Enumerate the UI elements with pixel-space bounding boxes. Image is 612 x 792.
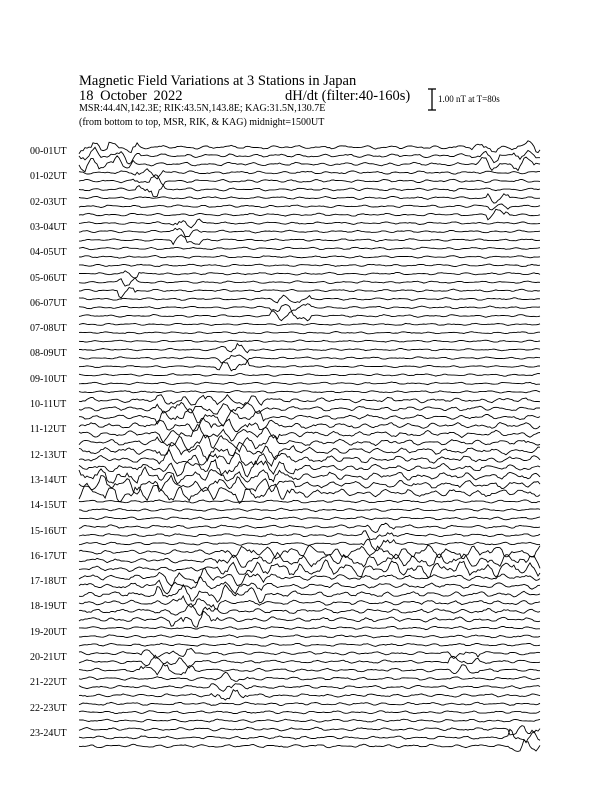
hour-label: 19-20UT bbox=[30, 626, 67, 638]
trace-rik bbox=[79, 304, 540, 312]
trace-rik bbox=[79, 332, 540, 334]
trace-msr bbox=[79, 560, 540, 578]
chart-date: 18 October 2022 bbox=[79, 88, 183, 104]
trace-rik bbox=[79, 604, 540, 616]
hour-label: 01-02UT bbox=[30, 171, 67, 183]
trace-rik bbox=[79, 382, 540, 385]
hour-label: 08-09UT bbox=[30, 348, 67, 360]
trace-rik bbox=[79, 655, 540, 668]
trace-kag bbox=[79, 395, 540, 406]
hour-label: 09-10UT bbox=[30, 373, 67, 385]
trace-msr bbox=[79, 391, 540, 393]
trace-kag bbox=[79, 672, 540, 681]
trace-kag bbox=[79, 523, 540, 532]
hour-label: 15-16UT bbox=[30, 525, 67, 537]
trace-kag bbox=[79, 726, 540, 735]
hour-label: 14-15UT bbox=[30, 500, 67, 512]
trace-msr bbox=[79, 435, 540, 452]
trace-msr bbox=[79, 340, 540, 342]
hour-label: 20-21UT bbox=[30, 652, 67, 663]
hour-label: 21-22UT bbox=[30, 677, 67, 689]
hour-label: 06-07UT bbox=[30, 297, 67, 309]
hour-label: 02-03UT bbox=[30, 196, 67, 208]
trace-msr bbox=[79, 643, 540, 646]
trace-kag bbox=[79, 374, 540, 377]
trace-rik bbox=[79, 531, 540, 540]
trace-rik bbox=[79, 403, 540, 415]
trace-msr bbox=[79, 740, 540, 752]
trace-rik bbox=[79, 553, 540, 569]
trace-msr bbox=[79, 483, 540, 503]
chart-title: Magnetic Field Variations at 3 Stations in Japan bbox=[79, 73, 357, 89]
trace-kag bbox=[79, 169, 540, 179]
trace-rik bbox=[79, 204, 540, 210]
trace-kag bbox=[79, 626, 540, 629]
filter-label: dH/dt (filter:40-160s) bbox=[285, 88, 411, 104]
trace-kag bbox=[79, 467, 540, 484]
trace-rik bbox=[79, 278, 540, 286]
trace-rik bbox=[79, 147, 540, 164]
trace-msr bbox=[79, 235, 540, 245]
trace-msr bbox=[79, 409, 540, 426]
trace-msr bbox=[79, 517, 540, 520]
trace-kag bbox=[79, 141, 540, 154]
trace-rik bbox=[79, 508, 540, 511]
trace-kag bbox=[79, 295, 540, 303]
hour-label: 13-14UT bbox=[30, 474, 67, 486]
trace-msr bbox=[79, 690, 540, 700]
hour-label: 07-08UT bbox=[30, 323, 67, 335]
trace-kag bbox=[79, 569, 540, 586]
trace-rik bbox=[79, 729, 540, 742]
trace-msr bbox=[79, 719, 540, 722]
trace-rik bbox=[79, 475, 540, 494]
trace-rik bbox=[79, 450, 540, 466]
trace-rik bbox=[79, 355, 540, 363]
trace-kag bbox=[79, 648, 540, 658]
trace-msr bbox=[79, 311, 540, 321]
trace-kag bbox=[79, 271, 540, 278]
trace-kag bbox=[79, 323, 540, 325]
scale-bar-icon bbox=[428, 88, 436, 111]
trace-rik bbox=[79, 228, 540, 236]
trace-msr bbox=[79, 664, 540, 675]
trace-kag bbox=[79, 219, 540, 228]
hour-label: 05-06UT bbox=[30, 272, 67, 284]
hour-label: 16-17UT bbox=[30, 550, 67, 562]
station-order-note: (from bottom to top, MSR, RIK, & KAG) midnight=1500UT bbox=[79, 117, 325, 128]
trace-rik bbox=[79, 711, 540, 714]
trace-kag bbox=[79, 500, 540, 503]
trace-msr bbox=[79, 264, 540, 266]
trace-msr bbox=[79, 185, 540, 197]
station-coordinates: MSR:44.4N,142.3E; RIK:43.5N,143.8E; KAG:31.5N,130.7E bbox=[79, 103, 326, 114]
trace-rik bbox=[79, 256, 540, 259]
trace-kag bbox=[79, 545, 540, 559]
trace-kag bbox=[79, 194, 540, 203]
trace-kag bbox=[79, 418, 540, 432]
hour-label: 04-05UT bbox=[30, 247, 67, 259]
trace-kag bbox=[79, 344, 540, 353]
hour-label: 00-01UT bbox=[30, 146, 67, 157]
trace-kag bbox=[79, 596, 540, 609]
trace-rik bbox=[79, 175, 540, 185]
hour-label: 18-19UT bbox=[30, 601, 67, 613]
hour-label: 17-18UT bbox=[30, 576, 67, 588]
trace-msr bbox=[79, 585, 540, 603]
hour-label: 23-24UT bbox=[30, 727, 67, 739]
scale-label: 1.00 nT at T=80s bbox=[438, 94, 500, 104]
hour-label: 12-13UT bbox=[30, 449, 67, 461]
trace-kag bbox=[79, 247, 540, 250]
trace-kag bbox=[79, 702, 540, 705]
trace-rik bbox=[79, 684, 540, 692]
trace-rik bbox=[79, 635, 540, 638]
hour-label: 22-23UT bbox=[30, 702, 67, 714]
trace-msr bbox=[79, 611, 540, 627]
hour-label: 10-11UT bbox=[30, 399, 67, 410]
trace-msr bbox=[79, 209, 540, 220]
hour-label: 03-04UT bbox=[30, 221, 67, 233]
trace-msr bbox=[79, 361, 540, 371]
hour-label: 11-12UT bbox=[30, 424, 67, 436]
